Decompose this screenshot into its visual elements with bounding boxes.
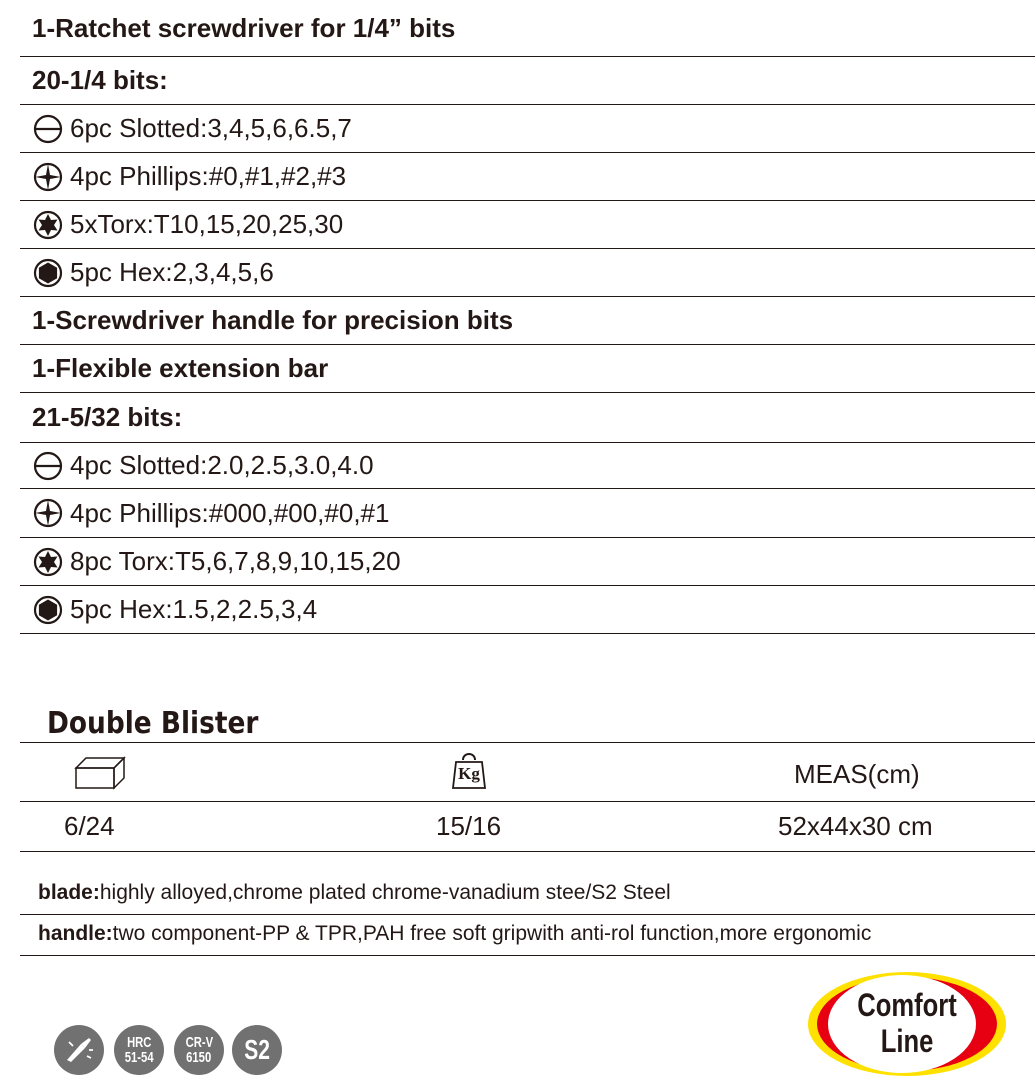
phillips-icon xyxy=(33,162,63,192)
item-text: 20-1/4 bits: xyxy=(32,65,168,95)
item-row xyxy=(20,297,1035,345)
divider xyxy=(20,851,1035,852)
divider xyxy=(20,914,1035,915)
item-row xyxy=(20,0,1035,57)
item-row xyxy=(20,443,1035,489)
meas-value: 52x44x30 cm xyxy=(778,811,933,841)
crv-badge xyxy=(174,1025,224,1075)
torx-icon xyxy=(33,210,63,240)
s2-badge-label: S2 xyxy=(244,1034,270,1065)
meas-header: MEAS(cm) xyxy=(794,759,920,789)
packaging-title: Double Blister xyxy=(47,706,259,741)
item-text: 5pc Hex:2,3,4,5,6 xyxy=(70,257,274,287)
blade-spec xyxy=(38,881,671,905)
comfort-line-logo xyxy=(806,970,1008,1078)
item-row xyxy=(20,57,1035,105)
qty-value: 6/24 xyxy=(64,811,115,841)
kg-weight-icon xyxy=(451,750,487,790)
weight-value: 15/16 xyxy=(436,811,502,841)
item-row xyxy=(20,153,1035,201)
item-text: 4pc Phillips:#000,#00,#0,#1 xyxy=(70,497,390,528)
item-text: 5xTorx:T10,15,20,25,30 xyxy=(70,209,344,239)
box-icon xyxy=(74,756,126,795)
hrc-badge-top: HRC xyxy=(126,1034,152,1051)
phillips-icon xyxy=(33,498,63,528)
hrc-badge xyxy=(114,1025,164,1075)
item-row xyxy=(20,538,1035,586)
s2-badge xyxy=(232,1025,282,1075)
item-text: 21-5/32 bits: xyxy=(32,402,183,432)
crv-badge-bottom: 6150 xyxy=(186,1049,212,1066)
kg-weight-label: Kg xyxy=(458,764,480,783)
item-row xyxy=(20,249,1035,297)
hrc-badge-bottom: 51-54 xyxy=(124,1049,154,1066)
item-text: 8pc Torx:T5,6,7,8,9,10,15,20 xyxy=(70,546,401,576)
blade-text: highly alloyed,chrome plated chrome-vanadium stee/S2 Steel xyxy=(99,881,671,904)
divider xyxy=(20,742,1035,743)
logo-line-1: Comfort xyxy=(857,987,957,1023)
crv-badge-top: CR-V xyxy=(185,1034,213,1051)
handle-label: handle: xyxy=(38,922,113,945)
blade-label: blade: xyxy=(38,881,100,904)
logo-line-2: Line xyxy=(880,1023,934,1059)
item-text: 4pc Phillips:#0,#1,#2,#3 xyxy=(70,161,347,191)
slotted-icon xyxy=(33,114,63,144)
handle-spec xyxy=(38,922,871,946)
item-row xyxy=(20,586,1035,634)
item-row xyxy=(20,393,1035,443)
item-text: 4pc Slotted:2.0,2.5,3.0,4.0 xyxy=(70,450,374,480)
item-text: 1-Flexible extension bar xyxy=(32,353,329,383)
item-text: 5pc Hex:1.5,2,2.5,3,4 xyxy=(70,594,318,624)
slotted-icon xyxy=(33,451,63,481)
hex-icon xyxy=(33,595,63,625)
hex-icon xyxy=(33,258,63,288)
corrosion-badge-icon xyxy=(54,1025,104,1075)
item-text: 1-Screwdriver handle for precision bits xyxy=(32,305,514,335)
item-text: 6pc Slotted:3,4,5,6,6.5,7 xyxy=(70,113,352,143)
torx-icon xyxy=(33,547,63,577)
handle-text: two component-PP & TPR,PAH free soft gripwith anti-rol function,more ergonomic xyxy=(112,922,872,945)
item-row xyxy=(20,105,1035,153)
item-row xyxy=(20,489,1035,538)
divider xyxy=(20,801,1035,802)
item-row xyxy=(20,201,1035,249)
item-row xyxy=(20,345,1035,393)
item-text: 1-Ratchet screwdriver for 1/4” bits xyxy=(32,12,456,43)
divider xyxy=(20,955,1035,956)
